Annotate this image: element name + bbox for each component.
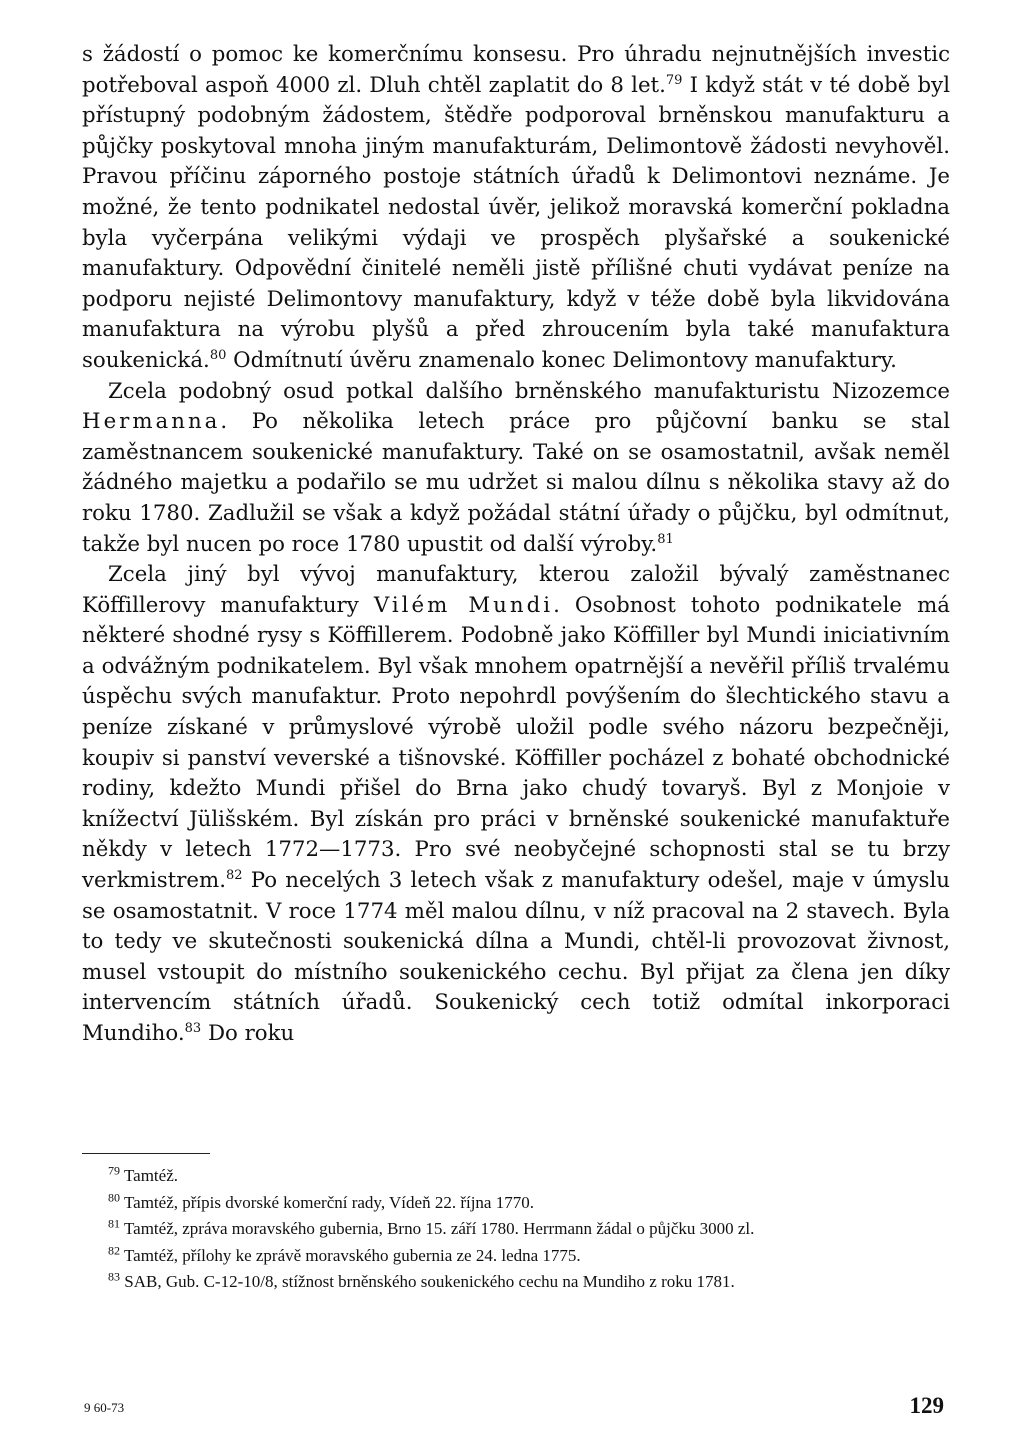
footnote [82,1243,950,1270]
footnote-ref: 79 [665,72,683,88]
footnote-number: 83 [108,1269,120,1284]
footnote [82,1269,950,1296]
footnote-text: Tamtéž, přípis dvorské komerční rady, Vídeň 22. října 1770. [123,1192,534,1212]
footnote [82,1163,950,1190]
footnote-number: 82 [108,1242,120,1257]
main-text [82,40,950,1050]
text-run: Do roku [201,1021,295,1046]
footnote-number: 79 [108,1163,120,1178]
page-body [82,40,950,1050]
text-run: . Po několika letech práce pro půjčovní banku se stal zaměstnancem soukenické manufaktury. Také on se osamostatnil, avšak neměl žádného majetku a podařilo se mu udržet si malou dílnu s několika stavy až do roku 1780. Zadlužil se však a když požádal státní úřady o půjčku, byl odmítnut, takže byl nucen po roce 1780 upustit od další výroby. [82,409,950,557]
text-run: s žádostí o pomoc ke komerčnímu konsesu. Pro úhradu nejnutnějších investic potřeboval aspoň 4000 zl. Dluh chtěl zaplatit do 8 let. [82,42,950,98]
footnote-ref: 81 [657,531,674,547]
footnote-text: Tamtéž. [123,1166,178,1185]
paragraph [82,560,950,1050]
text-run: Zcela jiný byl vývoj manufaktury, kterou založil bývalý zaměstnanec Köffillerovy manufaktury [82,562,950,618]
footnote-number: 81 [108,1216,120,1231]
footnote-separator [82,1153,210,1154]
footnote-ref: 80 [209,347,227,363]
footnote-text: Tamtéž, přílohy ke zprávě moravského gubernia ze 24. ledna 1775. [123,1245,581,1265]
footnote-ref: 82 [225,867,243,883]
footnote-text: Tamtéž, zpráva moravského gubernia, Brno 15. září 1780. Herrmann žádal o půjčku 3000 zl. [123,1219,755,1238]
text-run: . Osobnost tohoto podnikatele má některé shodné rysy s Köffillerem. Podobně jako Köffiller byl Mundi iniciativním a odvážným podnikatelem. Byl však mnohem opatrnější a nevěřil příliš trvalému úspěchu svých manufaktur. Proto nepohrdl povýšením do šlechtického stavu a peníze získané v průmyslové výrobě uložil podle svého názoru bezpečněji, koupiv si panství veverské a tišnovské. Köffiller pocházel z bohaté obchodnické rodiny, kdežto Mundi přišel do Brna jako chudý tovaryš. Byl z Monjoie v knížectví Jülišském. Byl získán pro práci v brněnské soukenické manufaktuře někdy v letech 1772—1773. Pro své neobyčejné schopnosti stal se tu brzy verkmistrem. [82,592,951,894]
spaced-name: Hermanna [82,409,221,435]
text-run: I když stát v té době byl přístupný podobným žádostem, štědře podporoval brněnskou manufakturu a půjčky poskytoval mnoha jiným manufakturám, Delimontově žádosti nevyhověl. Pravou příčinu záporného postoje státních úřadů k Delimontovi neznáme. Je možné, že tento podnikatel nedostal úvěr, jelikož moravská komerční pokladna byla vyčerpána velikými výdaji ve prospěch plyšařské a soukenické manufaktury. Odpovědní činitelé neměli jistě přílišné chuti vydávat peníze na podporu nejisté Delimontovy manufaktury, když v téže době byla likvidována manufaktura na výrobu plyšů a před zhroucením byla také manufaktura soukenická. [82,72,951,373]
footnote-ref: 83 [184,1020,202,1036]
footnote [82,1190,950,1217]
signature-mark: 9 60-73 [84,1400,125,1415]
text-run: Po necelých 3 letech však z manufaktury odešel, maje v úmyslu se osamostatnit. V roce 1774 měl malou dílnu, v níž pracoval na 2 stavech. Byla to tedy ve skutečnosti soukenická dílna a Mundi, chtěl-li provozovat živnost, musel vstoupit do místního soukenického cechu. Byl přijat za člena jen díky intervencím státních úřadů. Soukenický cech totiž odmítal inkorporaci Mundiho. [82,868,950,1046]
text-run: Zcela podobný osud potkal dalšího brněnského manufakturistu Nizozemce [108,378,950,404]
page-number: 129 [909,1393,944,1418]
footnotes [82,1163,950,1296]
paragraph [82,377,950,561]
footnote [82,1216,950,1243]
text-run: Odmítnutí úvěru znamenalo konec Delimontovy manufaktury. [226,347,897,373]
footnote-number: 80 [108,1189,120,1204]
spaced-name: Vilém Mundi [373,592,554,618]
footnote-text: SAB, Gub. C-12-10/8, stížnost brněnského soukenického cechu na Mundiho z roku 1781. [124,1272,735,1291]
paragraph [82,40,950,377]
